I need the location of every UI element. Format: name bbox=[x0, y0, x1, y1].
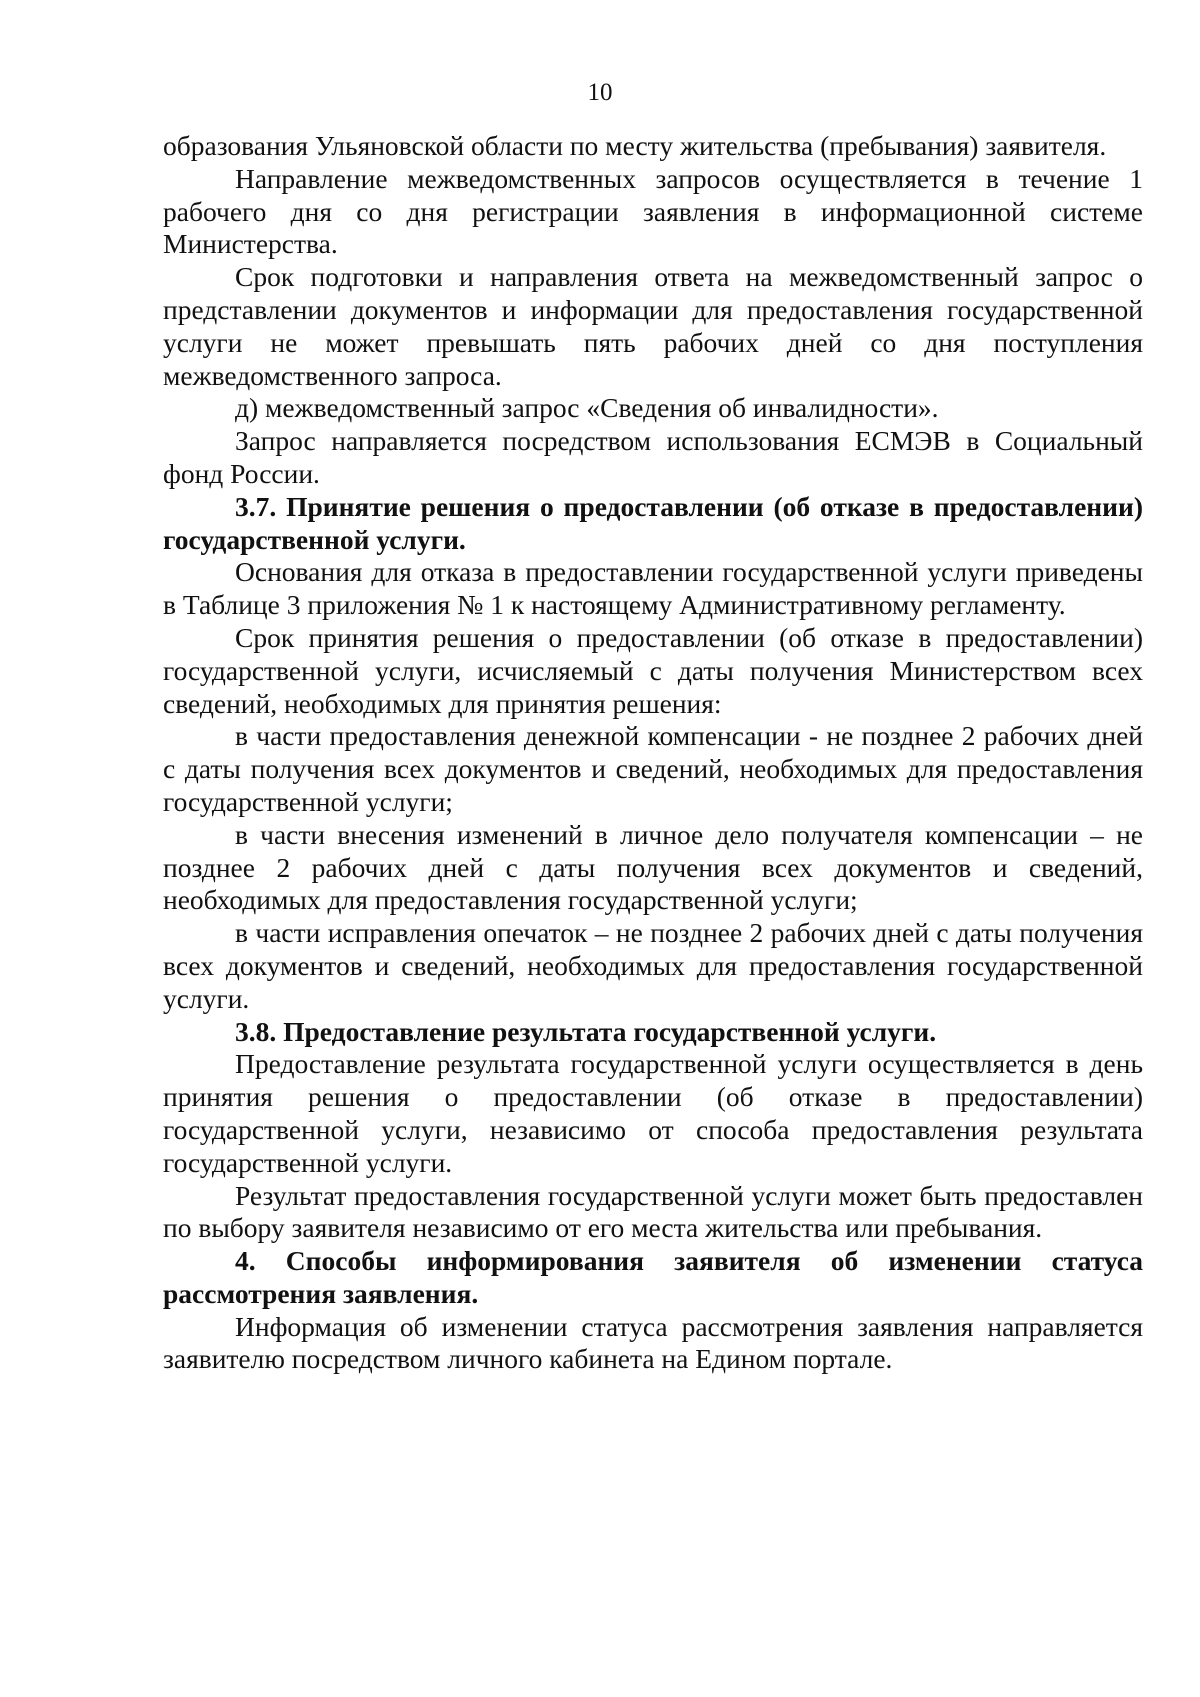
page-number: 10 bbox=[587, 79, 613, 106]
paragraph: д) межведомственный запрос «Сведения об инвалидности». bbox=[235, 392, 939, 424]
paragraph: в части предоставления денежной компенсации - не позднее 2 рабочих дней с даты получения всех документов и сведений, необходимых для предоставления государственной услуги; bbox=[163, 720, 1143, 817]
section-heading: 3.7. Принятие решения о предоставлении (об отказе в предоставлении) государственной услуги. bbox=[163, 490, 1143, 555]
document-body bbox=[163, 130, 1143, 1376]
paragraph: Информация об изменении статуса рассмотрения заявления направляется заявителю посредством личного кабинета на Едином портале. bbox=[163, 1310, 1143, 1375]
paragraph: Результат предоставления государственной услуги может быть предоставлен по выбору заявителя независимо от его места жительства или пребывания. bbox=[163, 1179, 1143, 1244]
paragraph: Направление межведомственных запросов осуществляется в течение 1 рабочего дня со дня регистрации заявления в информационной системе Министерства. bbox=[163, 162, 1143, 260]
paragraph: Предоставление результата государственной услуги осуществляется в день принятия решения о предоставлении (об отказе в предоставлении) государственной услуги, независимо от способа предоставления результата государственной услуги. bbox=[163, 1048, 1143, 1178]
paragraph: Запрос направляется посредством использования ЕСМЭВ в Социальный фонд России. bbox=[163, 425, 1143, 489]
paragraph: Срок подготовки и направления ответа на межведомственный запрос о представлении документов и информации для предоставления государственной услуги не может превышать пять рабочих дней со дня поступления межведомственного запроса. bbox=[163, 261, 1143, 391]
paragraph: образования Ульяновской области по месту жительства (пребывания) заявителя. bbox=[163, 130, 1107, 161]
paragraph: в части исправления опечаток – не позднее 2 рабочих дней с даты получения всех документов и сведений, необходимых для предоставления государственной услуги. bbox=[163, 917, 1143, 1014]
paragraph: Основания для отказа в предоставлении государственной услуги приведены в Таблице 3 приложения № 1 к настоящему Административному регламенту. bbox=[163, 556, 1143, 621]
section-heading: 3.8. Предоставление результата государственной услуги. bbox=[235, 1015, 937, 1047]
paragraph: в части внесения изменений в личное дело получателя компенсации – не позднее 2 рабочих дней с даты получения всех документов и сведений, необходимых для предоставления государственной услуги; bbox=[163, 818, 1143, 916]
paragraph: Срок принятия решения о предоставлении (об отказе в предоставлении) государственной услуги, исчисляемый с даты получения Министерством всех сведений, необходимых для принятия решения: bbox=[163, 621, 1143, 719]
section-heading: 4. Способы информирования заявителя об изменении статуса рассмотрения заявления. bbox=[163, 1245, 1143, 1309]
